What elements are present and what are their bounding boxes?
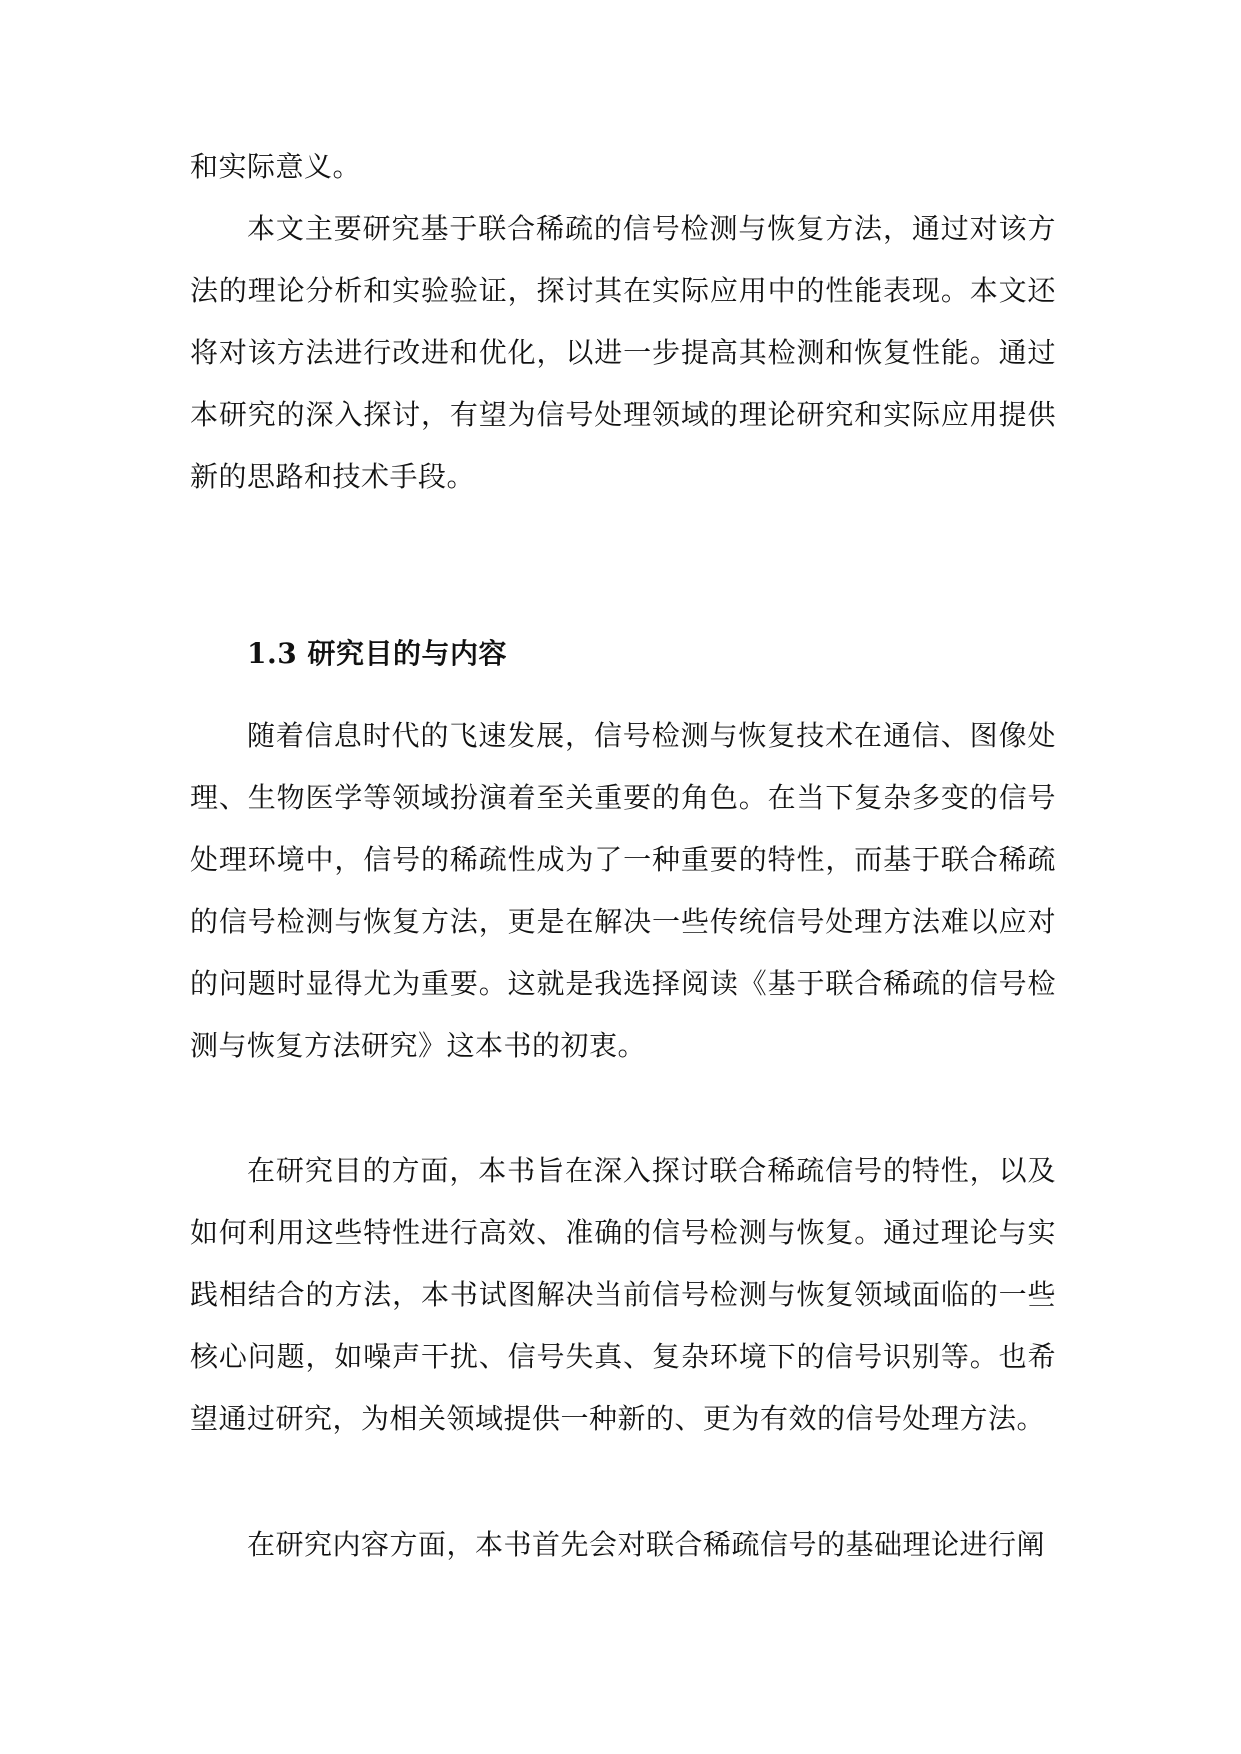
paragraph-continuation: 和实际意义。 — [190, 150, 362, 183]
paragraph-intro-summary: 本文主要研究基于联合稀疏的信号检测与恢复方法，通过对该方法的理论分析和实验验证，探讨其在实际应用中的性能表现。本文还将对该方法进行改进和优化，以进一步提高其检测和恢复性能。通过本研究的深入探讨，有望为信号处理领域的理论研究和实际应用提供新的思路和技术手段。 — [190, 212, 1056, 493]
paragraph-background: 随着信息时代的飞速发展，信号检测与恢复技术在通信、图像处理、生物医学等领域扮演着至关重要的角色。在当下复杂多变的信号处理环境中，信号的稀疏性成为了一种重要的特性，而基于联合稀疏的信号检测与恢复方法，更是在解决一些传统信号处理方法难以应对的问题时显得尤为重要。这就是我选择阅读《基于联合稀疏的信号检测与恢复方法研究》这本书的初衷。 — [190, 719, 1056, 1062]
paragraph-research-content: 在研究内容方面，本书首先会对联合稀疏信号的基础理论进行阐 — [247, 1528, 1046, 1561]
paragraph-research-purpose: 在研究目的方面，本书旨在深入探讨联合稀疏信号的特性，以及如何利用这些特性进行高效、准确的信号检测与恢复。通过理论与实践相结合的方法，本书试图解决当前信号检测与恢复领域面临的一些核心问题，如噪声干扰、信号失真、复杂环境下的信号识别等。也希望通过研究，为相关领域提供一种新的、更为有效的信号处理方法。 — [190, 1154, 1056, 1435]
section-heading: 1.3 研究目的与内容 — [247, 637, 507, 670]
